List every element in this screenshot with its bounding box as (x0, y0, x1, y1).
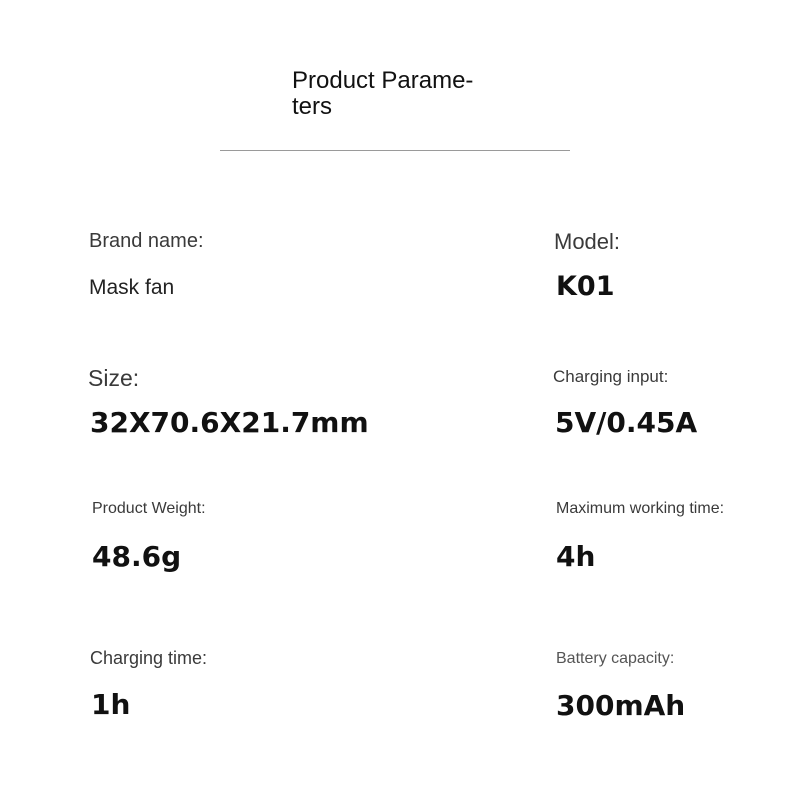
max-working-time-value: 4h (556, 540, 596, 573)
page-title: Product Parame- ters (292, 67, 474, 120)
charging-time-label: Charging time: (90, 648, 208, 668)
title-divider (220, 150, 570, 151)
charging-input-value: 5V/0.45A (555, 406, 698, 439)
product-weight-value: 48.6g (92, 540, 182, 573)
model-label: Model: (554, 229, 621, 254)
charging-time-value: 1h (91, 688, 131, 721)
model-value: K01 (556, 271, 615, 302)
size-label: Size: (88, 365, 140, 391)
brand-name-value: Mask fan (89, 276, 175, 299)
battery-capacity-label: Battery capacity: (556, 650, 675, 667)
charging-input-label: Charging input: (553, 367, 669, 386)
battery-capacity-value: 300mAh (556, 689, 686, 722)
size-value: 32X70.6X21.7mm (90, 406, 369, 439)
max-working-time-label: Maximum working time: (556, 500, 725, 517)
product-weight-label: Product Weight: (92, 500, 206, 517)
brand-name-label: Brand name: (89, 230, 204, 252)
